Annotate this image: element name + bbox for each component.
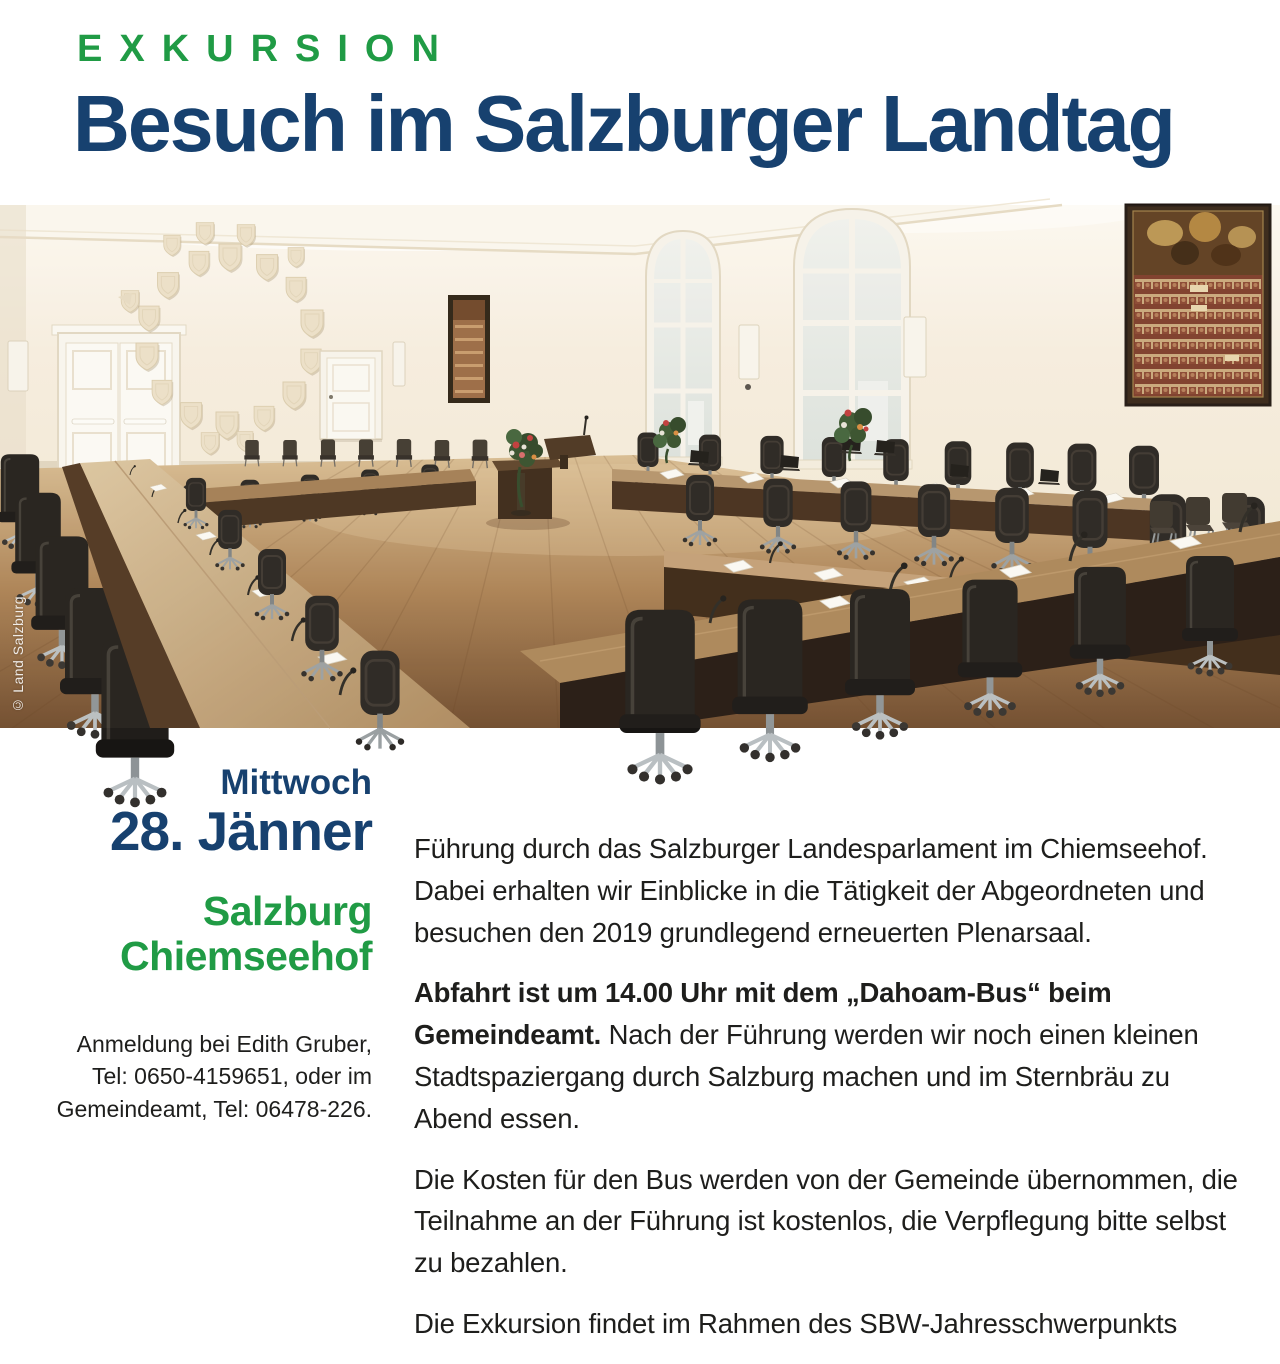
event-info-panel [0, 763, 372, 1126]
registration-info [0, 1028, 372, 1126]
registration-line3: Gemeindeamt, Tel: 06478-226. [56, 1096, 372, 1123]
plenary-hall-illustration [0, 205, 1280, 728]
page-title: Besuch im Salzburger Landtag [73, 79, 1174, 168]
event-location-line1: Salzburg [202, 887, 372, 934]
plenary-hall-photo [0, 205, 1280, 728]
departure-rest: Nach der Führung werden wir noch einen kleinen Stadtspaziergang durch Salzburg machen und im Sternbräu zu Abend essen. [414, 1019, 1199, 1134]
paragraph-intro: Führung durch das Salzburger Landesparlament im Chiemseehof. Dabei erhalten wir Einblicke in die Tätigkeit der Abgeordneten und besuchen den 2019 grundlegend erneuerten Plenarsaal. [414, 833, 1208, 948]
paragraph-costs: Die Kosten für den Bus werden von der Gemeinde übernommen, die Teilnahme an der Führung ist kostenlos, die Verpflegung bitte selbst zu bezahlen. [414, 1163, 1238, 1279]
paragraph-departure [414, 972, 1250, 1139]
event-location [0, 889, 372, 979]
event-weekday: Mittwoch [220, 763, 372, 802]
paragraph-context: Die Exkursion findet im Rahmen des SBW-Jahresschwerpunkts [414, 1307, 1177, 1339]
kicker: EXKURSION [77, 28, 456, 70]
photo-credit: © Land Salzburg [10, 596, 26, 714]
body-text [414, 828, 1250, 1364]
departure-highlight: Abfahrt ist um 14.00 Uhr mit dem „Dahoam-Bus“ beim Gemeindeamt. [414, 977, 1112, 1051]
event-location-line2: Chiemseehof [120, 932, 372, 979]
event-date: 28. Jänner [109, 800, 372, 863]
registration-line1: Anmeldung bei Edith Gruber, [76, 1030, 372, 1057]
registration-line2: Tel: 0650-4159651, oder im [91, 1063, 372, 1090]
